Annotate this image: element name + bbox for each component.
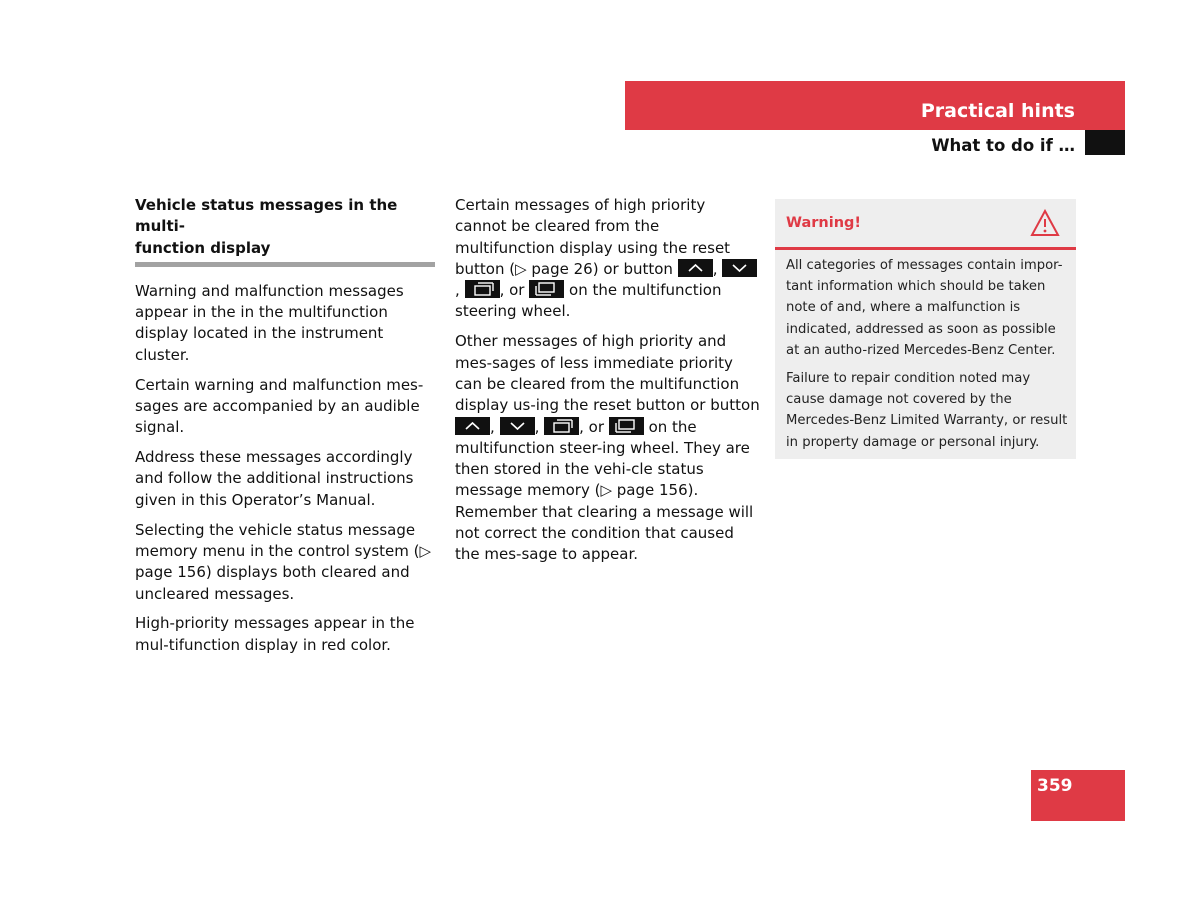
text-run: ,: [534, 417, 540, 436]
text-run: ,: [490, 417, 495, 436]
warning-paragraph: All categories of messages contain impor-tant information which should be taken note of and, where a malfunction is indicated, addressed as soon as possible at an autho-rized Mercedes-Benz Center.: [786, 258, 1063, 358]
text-run: Certain messages of high priority cannot be cleared from the multifunction display using the reset button (▷ page 26) or button: [455, 196, 731, 278]
down-button-icon: [500, 417, 535, 435]
warning-paragraph: Failure to repair condition noted may cause damage not covered by the Mercedes-Benz Limited Warranty, or result in property damage or personal injury.: [786, 371, 1068, 450]
next-display-button-icon: [609, 417, 644, 435]
paragraph: Certain warning and malfunction mes-sages are accompanied by an audible signal.: [135, 375, 424, 437]
text-run: ,: [712, 259, 718, 278]
paragraph: [455, 195, 760, 323]
paragraph: Warning and malfunction messages appear in the in the multifunction display located in the instrument cluster.: [135, 281, 404, 364]
section-heading: [135, 195, 435, 262]
up-button-icon: [678, 259, 713, 277]
up-button-icon: [455, 417, 490, 435]
previous-display-button-icon: [544, 417, 579, 435]
text-run: on the multifunction steer-ing wheel. They are then stored in the vehi-cle status message memory (▷ page 156). Remember that clearing a message will not correct the condition that caused the mes-sage to appear.: [455, 417, 754, 564]
text-run: , or: [499, 281, 525, 300]
subsection-title: What to do if …: [931, 136, 1075, 155]
section-tab-marker: [1085, 130, 1125, 155]
column-2: [455, 195, 760, 574]
previous-display-button-icon: [465, 280, 500, 298]
section-heading-line-1: Vehicle status messages in the multi-: [135, 196, 398, 236]
heading-rule: [135, 262, 435, 267]
warning-body: [786, 255, 1068, 460]
next-display-button-icon: [529, 280, 564, 298]
down-button-icon: [722, 259, 757, 277]
page-number-box: [1031, 770, 1125, 821]
paragraph: Address these messages accordingly and follow the additional instructions given in this Operator’s Manual.: [135, 448, 414, 509]
section-title: Practical hints: [920, 100, 1075, 122]
column-1: [135, 195, 435, 665]
warning-triangle-icon: [1030, 209, 1060, 237]
warning-title: Warning!: [786, 215, 862, 231]
page-number: 359: [1037, 776, 1073, 796]
section-heading-line-2: function display: [135, 238, 271, 257]
text-run: Other messages of high priority and mes-sages of less immediate priority can be cleared from the multifunction display us-ing the reset button or button: [455, 332, 760, 415]
warning-rule: [775, 247, 1076, 250]
paragraph: Selecting the vehicle status message memory menu in the control system (▷ page 156) displays both cleared and uncleared messages.: [135, 520, 432, 603]
text-run: , or: [579, 417, 605, 436]
paragraph: High-priority messages appear in the mul-tifunction display in red color.: [135, 614, 415, 654]
text-run: ,: [455, 281, 460, 300]
paragraph: [455, 331, 760, 565]
warning-box: [775, 199, 1076, 459]
text-run: on the multifunction steering wheel.: [455, 281, 722, 321]
